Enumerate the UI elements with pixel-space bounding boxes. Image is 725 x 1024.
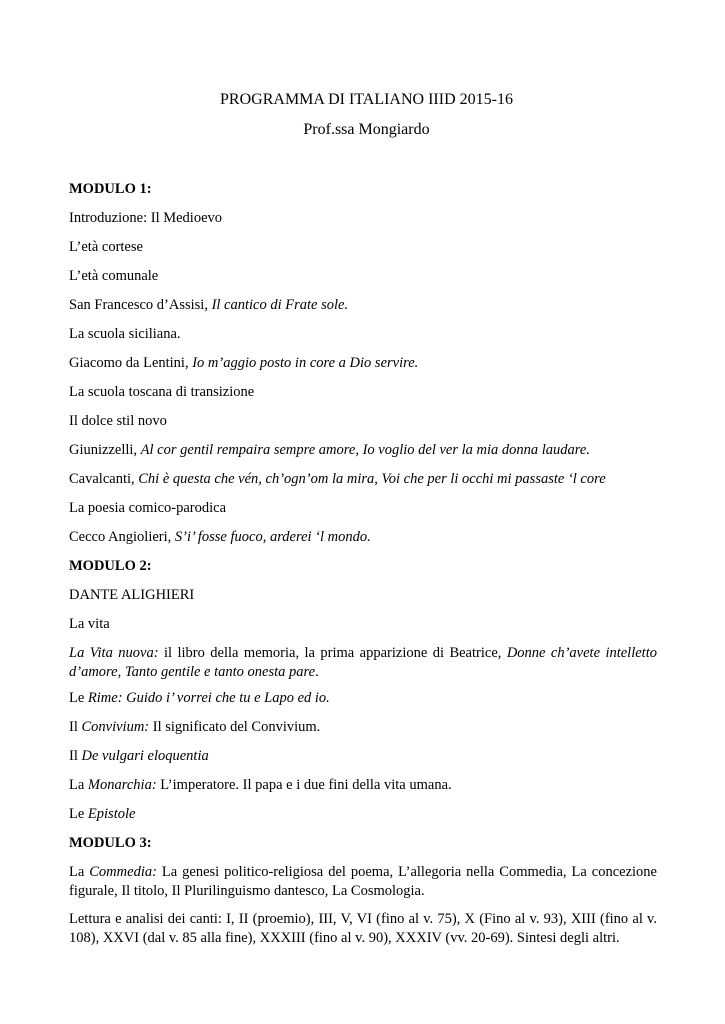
work-title: De vulgari eloquentia [81,748,209,764]
description: Il significato del Convivium. [149,719,321,735]
list-item: DANTE ALIGHIERI [69,587,195,603]
list-item [69,719,659,736]
modulo-2-heading: MODULO 2: [69,558,152,574]
list-item: La poesia comico-parodica [69,500,227,516]
author: Giunizzelli, [69,442,141,458]
list-item: L’età comunale [69,268,159,284]
list-item: La scuola toscana di transizione [69,384,255,400]
prefix: Il [69,719,82,735]
work-title: Rime: Guido i’ vorrei che tu e Lapo ed io. [87,690,330,706]
modulo-3-heading: MODULO 3: [69,835,152,851]
author: Cecco Angiolieri, [69,529,175,545]
prefix: La [69,777,88,793]
list-item [69,471,659,488]
work-title: La Vita nuova: [69,645,159,661]
list-item: La vita [69,616,110,632]
description: il libro della memoria, la prima apparizione di Beatrice, [158,645,507,661]
list-item [69,748,659,765]
list-item [69,529,659,546]
list-item [69,297,659,314]
list-item: La scuola siciliana. [69,326,181,342]
prefix: Le [69,806,88,822]
work-title: Commedia: [89,864,157,880]
list-item [69,777,659,794]
prefix: La [69,864,90,880]
work-title: Chi è questa che vén, ch’ogn’om la mira, Voi che per li occhi mi passaste ‘l core [138,471,606,487]
list-item [69,442,659,459]
author: San Francesco d’Assisi, [69,297,212,313]
prefix: Le [69,690,88,706]
work-title: Al cor gentil rempaira sempre amore, Io voglio del ver la mia donna laudare. [140,442,590,458]
work-title: Io m’aggio posto in core a Dio servire. [192,355,419,371]
list-item: Introduzione: Il Medioevo [69,210,223,226]
prefix: Il [69,748,82,764]
work-title: Convivium: [81,719,150,735]
teacher-name: Prof.ssa Mongiardo [303,121,430,138]
list-item: L’età cortese [69,239,143,255]
work-title: Il cantico di Frate sole. [211,297,349,313]
work-title: Donne ch’avete intelletto d’amore, Tanto gentile e tanto onesta pare [69,645,657,680]
work-title: Epistole [87,806,136,822]
document-title: PROGRAMMA DI ITALIANO IIID 2015-16 [220,91,513,108]
punctuation: . [315,664,319,680]
list-item [69,355,659,372]
description: La genesi politico-religiosa del poema, L’allegoria nella Commedia, La concezione figurale, Il titolo, Il Plurilinguismo dantesco, La Cosmologia. [69,864,657,899]
description: L’imperatore. Il papa e i due fini della vita umana. [156,777,452,793]
work-title: Monarchia: [87,777,157,793]
author: Giacomo da Lentini, [69,355,193,371]
list-item [69,690,659,707]
list-item: Il dolce stil novo [69,413,167,429]
list-item [69,863,657,901]
author: Cavalcanti, [69,471,139,487]
list-item: Lettura e analisi dei canti: I, II (proemio), III, V, VI (fino al v. 75), X (Fino al v. 93), XIII (fino al v. 108), XXVI (dal v. 85 alla fine), XXXIII (fino al v. 90), XXXIV (vv. 20-69). Sintesi degli altri. [69,911,657,946]
list-item [69,644,657,682]
work-title: S’i’ fosse fuoco, arderei ‘l mondo. [174,529,371,545]
modulo-1-heading: MODULO 1: [69,181,152,197]
list-item [69,806,659,823]
